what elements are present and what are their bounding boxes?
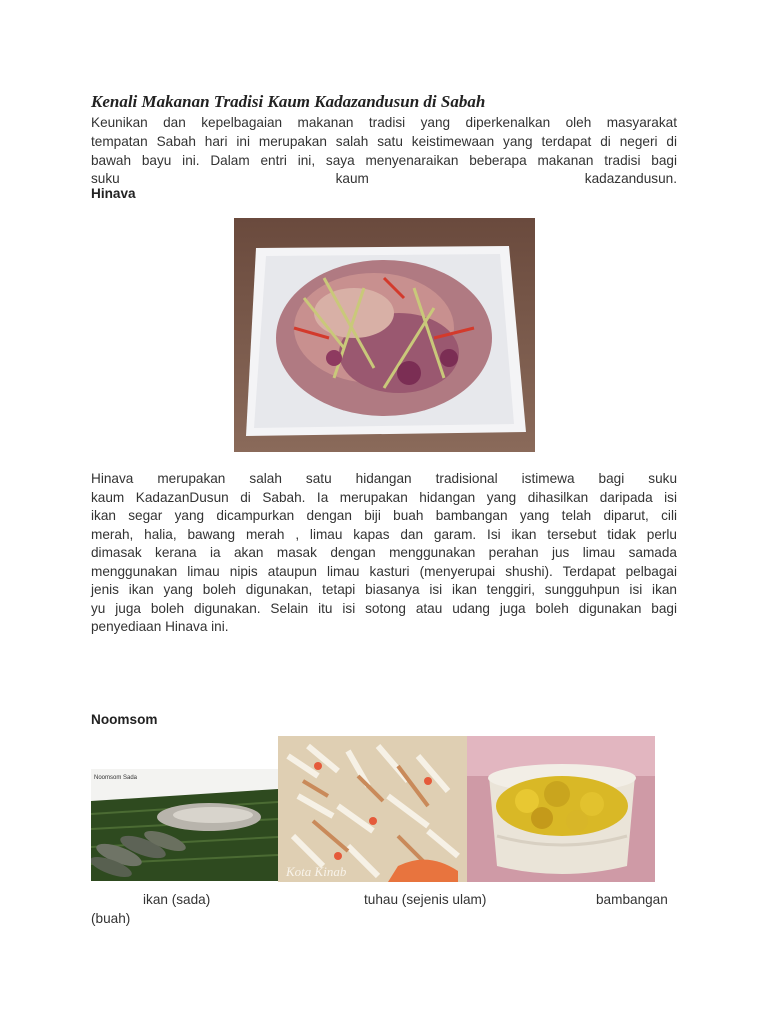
hinava-line-6: menggunakan limau nipis ataupun limau kasturi (menyerupai shushi). Terdapat pelbagai <box>91 564 677 579</box>
article-title: Kenali Makanan Tradisi Kaum Kadazandusun di Sabah <box>91 92 486 111</box>
intro-line-3: bawah bayu ini. Dalam entri ini, saya menyenaraikan beberapa makanan tradisi bagi <box>91 153 677 168</box>
intro-line-1: Keunikan dan kepelbagaian makanan tradisi yang diperkenalkan oleh masyarakat <box>91 115 677 130</box>
hinava-photo <box>234 218 535 452</box>
hinava-line-4: merah, halia, bawang merah , limau kapas dan garam. Isi ikan tersebut tidak perlu <box>91 527 677 542</box>
caption-buah: (buah) <box>91 911 131 926</box>
tuhau-image <box>278 736 467 882</box>
hinava-line-3: ikan segar yang dicampurkan dengan biji buah bambangan yang telah diparut, cili <box>91 508 677 523</box>
ikan-sada-photo-label: Noomsom Sada <box>94 775 138 781</box>
intro-line-4: suku kaum kadazandusun. <box>91 171 677 186</box>
caption-bambangan: bambangan <box>596 892 668 907</box>
tuhau-photo-watermark: Kota Kinab <box>286 864 347 879</box>
hinava-heading: Hinava <box>91 186 136 201</box>
noomsom-heading: Noomsom <box>91 712 158 727</box>
hinava-line-9: penyediaan Hinava ini. <box>91 619 229 634</box>
caption-ikan-sada: ikan (sada) <box>143 892 211 907</box>
hinava-line-8: yu juga boleh digunakan. Selain itu isi sotong atau udang juga boleh digunakan bagi <box>91 601 677 616</box>
tuhau-photo <box>278 736 467 882</box>
hinava-line-5: dimasak kerana ia akan masak dengan menggunakan perahan jus limau samada <box>91 545 677 560</box>
hinava-line-7: jenis ikan yang boleh digunakan, tetapi biasanya isi ikan tenggiri, sungguhpun isi ikan <box>91 582 677 597</box>
bambangan-photo <box>467 736 655 882</box>
caption-tuhau: tuhau (sejenis ulam) <box>364 892 487 907</box>
intro-line-2: tempatan Sabah hari ini merupakan salah satu keistimewaan yang terdapat di negeri di <box>91 134 677 149</box>
hinava-line-1: Hinava merupakan salah satu hidangan tradisional istimewa bagi suku <box>91 471 677 486</box>
hinava-dish-image <box>234 218 535 452</box>
ikan-sada-image <box>91 769 278 881</box>
ikan-sada-photo <box>91 769 278 881</box>
hinava-line-2: kaum KadazanDusun di Sabah. Ia merupakan hidangan yang dihasilkan daripada isi <box>91 490 677 505</box>
bambangan-image <box>467 736 655 882</box>
